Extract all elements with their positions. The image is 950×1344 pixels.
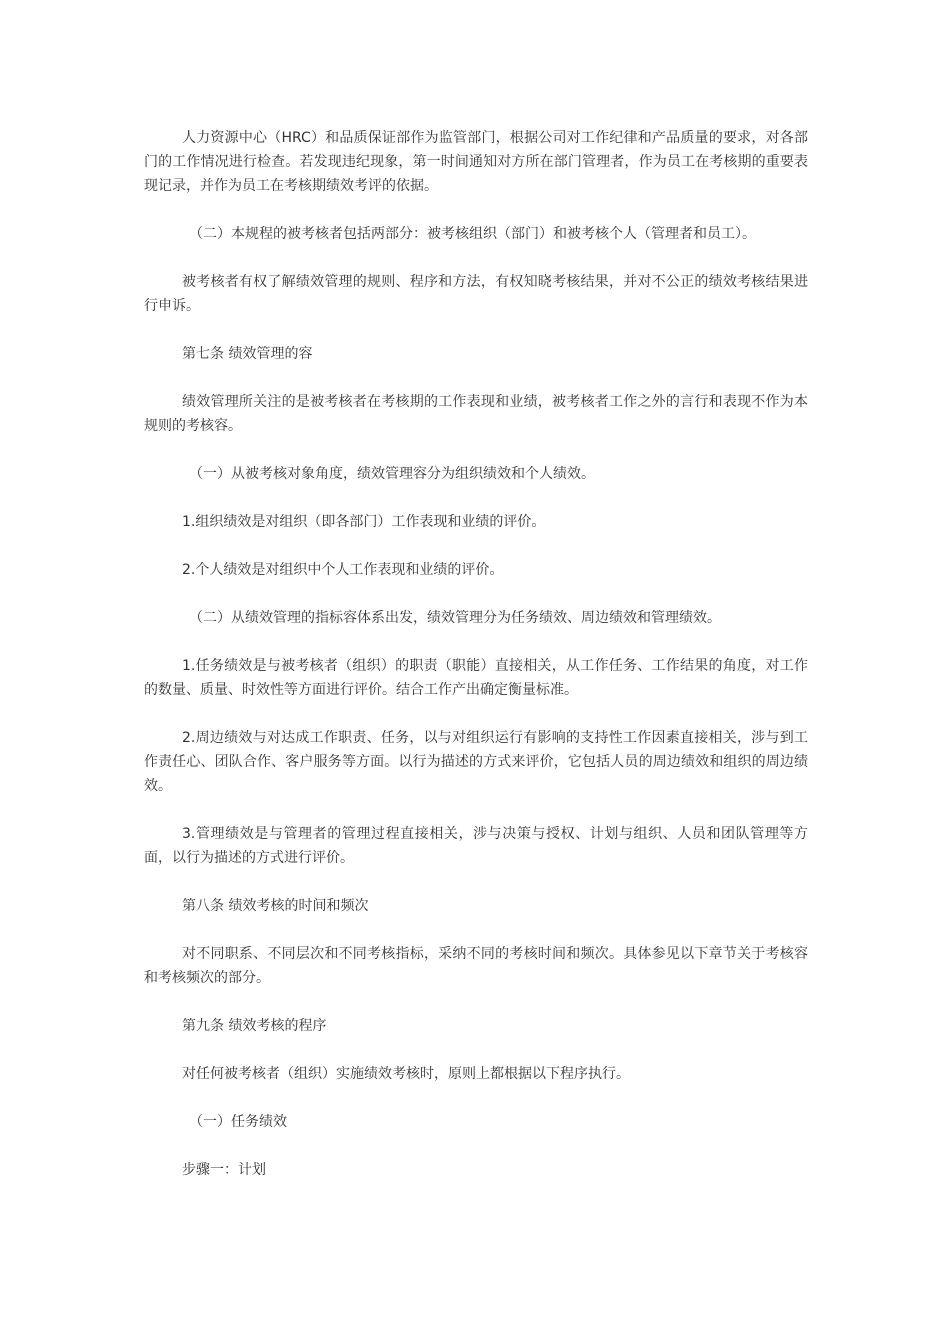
article-heading: 第七条 绩效管理的容 <box>182 346 313 362</box>
paragraph: 人力资源中心（HRC）和品质保证部作为监管部门，根据公司对工作纪律和产品质量的要求，对各部门的工作情况进行检查。若发现违纪现象，第一时间通知对方所在部门管理者，作为员工在考核期的重要表现记录，并作为员工在考核期绩效考评的依据。 <box>144 130 808 194</box>
paragraph: （一）从被考核对象角度，绩效管理容分为组织绩效和个人绩效。 <box>189 466 595 482</box>
article-heading: 第八条 绩效考核的时间和频次 <box>182 898 369 914</box>
document-page <box>144 126 808 1206</box>
paragraph: 被考核者有权了解绩效管理的规则、程序和方法，有权知晓考核结果，并对不公正的绩效考核结果进行申诉。 <box>144 274 808 314</box>
paragraph: 对任何被考核者（组织）实施绩效考核时，原则上都根据以下程序执行。 <box>182 1066 630 1082</box>
list-item: 2.个人绩效是对组织中个人工作表现和业绩的评价。 <box>182 562 504 578</box>
paragraph: （二）本规程的被考核者包括两部分：被考核组织（部门）和被考核个人（管理者和员工）。 <box>189 226 756 242</box>
list-item: 3.管理绩效是与管理者的管理过程直接相关，涉与决策与授权、计划与组织、人员和团队管理等方面，以行为描述的方式进行评价。 <box>144 826 808 866</box>
subsection-heading: （一）任务绩效 <box>189 1114 287 1130</box>
article-heading: 第九条 绩效考核的程序 <box>182 1018 327 1034</box>
list-item: 1.任务绩效是与被考核者（组织）的职责（职能）直接相关，从工作任务、工作结果的角度，对工作的数量、质量、时效性等方面进行评价。结合工作产出确定衡量标准。 <box>144 658 808 698</box>
list-item: 2.周边绩效与对达成工作职责、任务，以与对组织运行有影响的支持性工作因素直接相关，涉与到工作责任心、团队合作、客户服务等方面。以行为描述的方式来评价，它包括人员的周边绩效和组织的周边绩效。 <box>144 730 808 794</box>
paragraph: （二）从绩效管理的指标容体系出发，绩效管理分为任务绩效、周边绩效和管理绩效。 <box>189 610 721 626</box>
list-item: 1.组织绩效是对组织（即各部门）工作表现和业绩的评价。 <box>182 514 546 530</box>
paragraph: 对不同职系、不同层次和不同考核指标，采纳不同的考核时间和频次。具体参见以下章节关于考核容和考核频次的部分。 <box>144 946 808 986</box>
step-heading: 步骤一：计划 <box>182 1162 266 1178</box>
paragraph: 绩效管理所关注的是被考核者在考核期的工作表现和业绩，被考核者工作之外的言行和表现不作为本规则的考核容。 <box>144 394 808 434</box>
